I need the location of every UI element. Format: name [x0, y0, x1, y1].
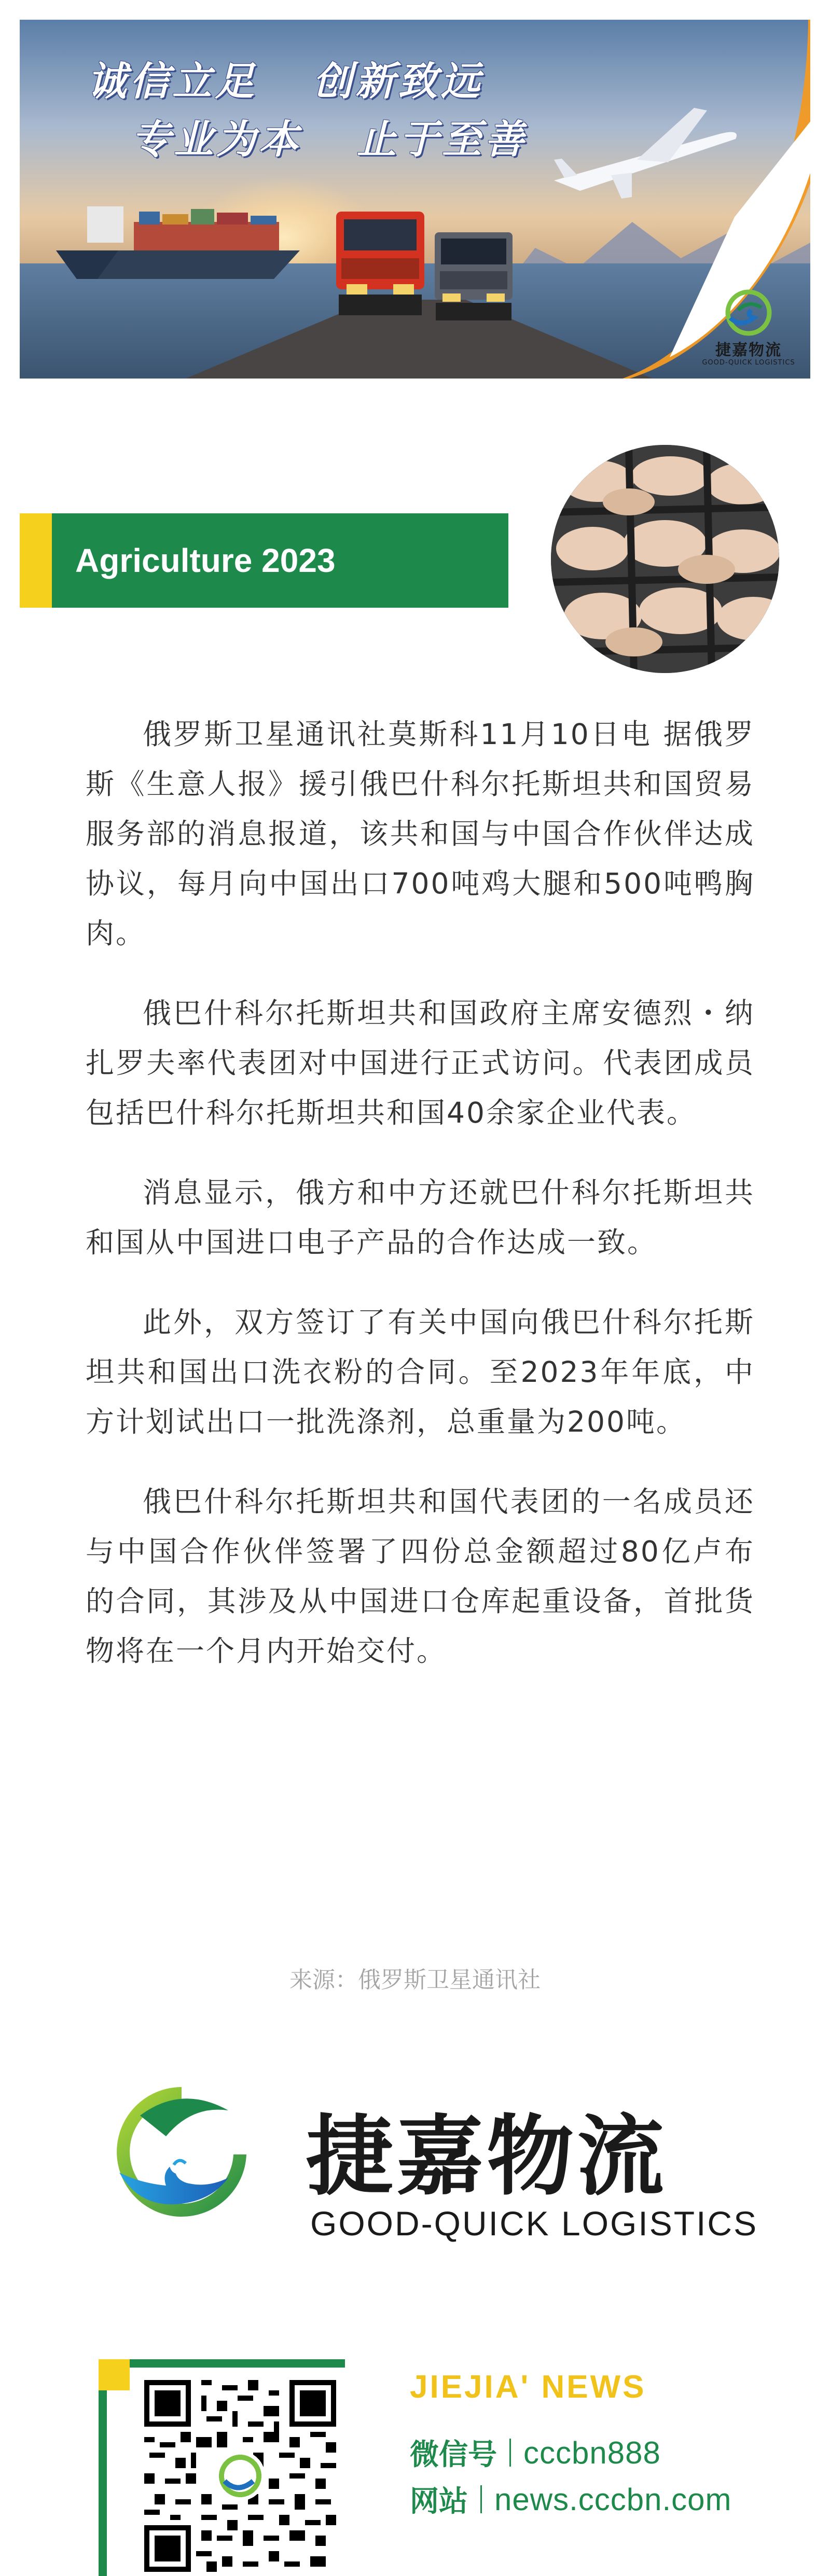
article-source: 来源：俄罗斯卫星通讯社	[289, 1967, 541, 1993]
article-body	[86, 709, 755, 1706]
news-title: JIEJIA' NEWS	[410, 2369, 646, 2405]
website-link[interactable]: news.cccbn.com	[494, 2482, 732, 2517]
wechat-divider	[509, 2439, 511, 2467]
airplane-graphic	[549, 103, 746, 206]
website-row	[410, 2479, 732, 2520]
slogan-line-2a: 专业为本	[131, 116, 301, 162]
qr-code[interactable]	[144, 2380, 336, 2572]
wechat-id[interactable]: cccbn888	[523, 2435, 661, 2470]
header-banner	[20, 20, 810, 379]
slogan-line-1b: 创新致远	[313, 58, 483, 104]
footer-logo-cn: 捷嘉物流	[306, 2106, 667, 2207]
article-paragraph-4: 此外，双方签订了有关中国向俄巴什科尔托斯坦共和国出口洗衣粉的合同。至2023年年底，中方计划试出口一批洗涤剂，总重量为200吨。	[86, 1306, 755, 1438]
article-paragraph-5: 俄巴什科尔托斯坦共和国代表团的一名成员还与中国合作伙伴签署了四份总金额超过80亿卢布的合同，其涉及从中国进口仓库起重设备，首批货物将在一个月内开始交付。	[86, 1485, 755, 1668]
banner-logo-cn: 捷嘉物流	[715, 341, 782, 359]
website-divider	[480, 2485, 482, 2513]
qr-frame-accent	[99, 2359, 130, 2390]
article-paragraph-2: 俄巴什科尔托斯坦共和国政府主席安德烈・纳扎罗夫率代表团对中国进行正式访问。代表团成员包括巴什科尔托斯坦共和国40余家企业代表。	[86, 997, 755, 1129]
company-logo-icon	[109, 2079, 257, 2227]
slogan-line-1a: 诚信立足	[87, 58, 257, 104]
article-paragraph-3: 消息显示，俄方和中方还就巴什科尔托斯坦共和国从中国进口电子产品的合作达成一致。	[86, 1176, 755, 1259]
article-paragraph-1: 俄罗斯卫星通讯社莫斯科11月10日电 据俄罗斯《生意人报》援引俄巴什科尔托斯坦共和国贸易服务部的消息报道，该共和国与中国合作伙伴达成协议，每月向中国出口700吨鸡大腿和500吨鸭胸肉。	[86, 718, 755, 950]
logo-mark-icon	[723, 289, 774, 336]
chicken-crates-photo	[551, 445, 779, 673]
section-title: Agriculture 2023	[75, 542, 336, 579]
qr-frame-top	[130, 2359, 345, 2368]
gray-truck-graphic	[430, 227, 518, 326]
section-title-bar	[52, 513, 508, 608]
footer-logo-en: GOOD-QUICK LOGISTICS	[310, 2204, 758, 2243]
red-truck-graphic	[331, 206, 430, 326]
banner-logo-en: GOOD-QUICK LOGISTICS	[702, 359, 795, 367]
cargo-ship-graphic	[56, 201, 300, 289]
title-accent-block	[20, 513, 52, 608]
slogan-line-2b: 止于至善	[357, 116, 527, 162]
qr-frame-left	[99, 2390, 107, 2576]
wechat-label: 微信号	[410, 2438, 497, 2472]
wechat-row	[410, 2432, 661, 2473]
website-label: 网站	[410, 2485, 468, 2518]
banner-logo	[694, 289, 803, 372]
